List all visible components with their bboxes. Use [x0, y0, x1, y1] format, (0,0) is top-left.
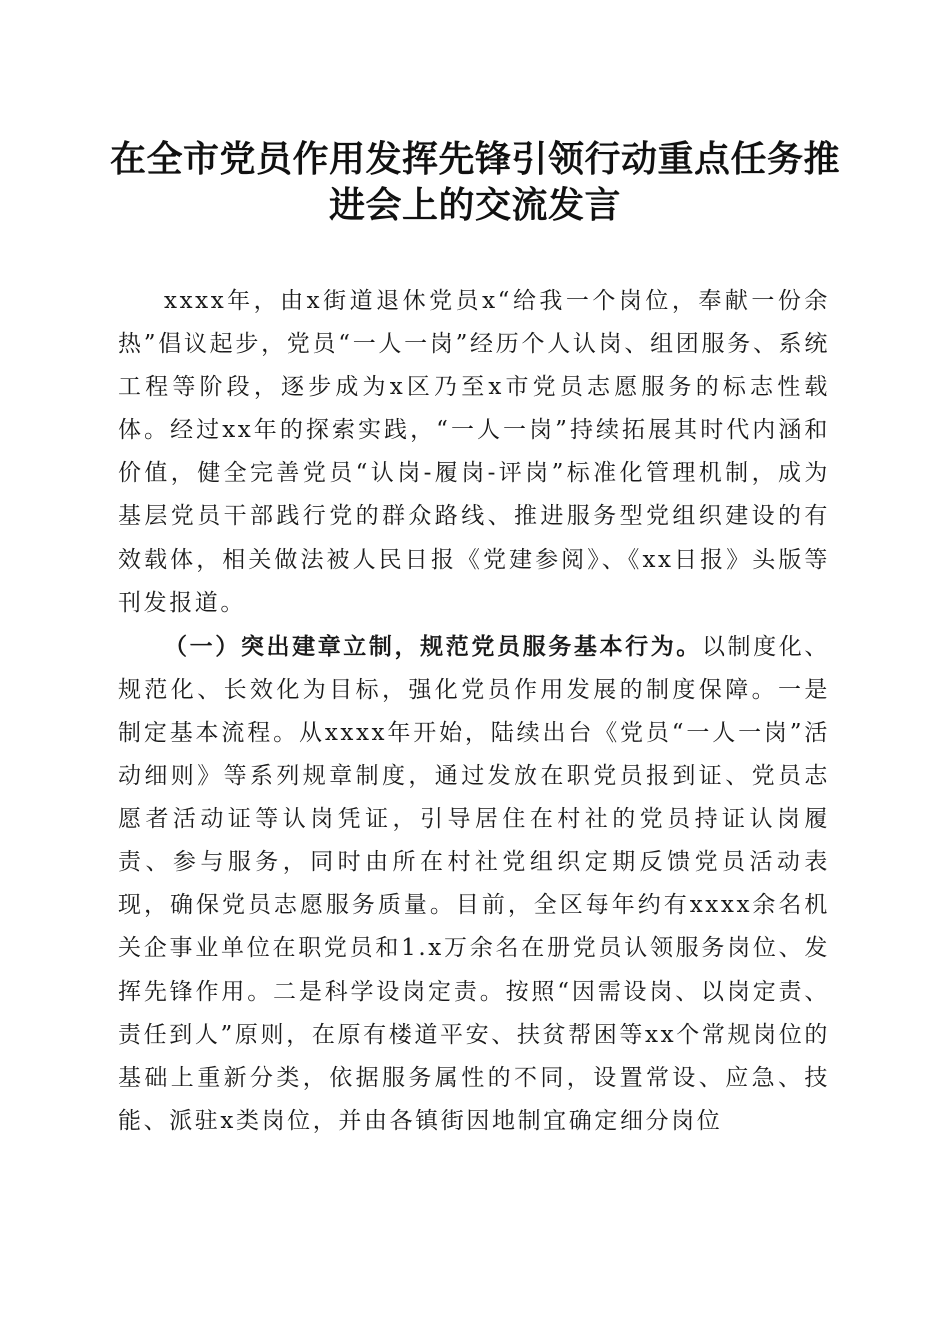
title-line-2: 进会上的交流发言 [328, 184, 621, 226]
paragraph-1-text: xxxx年，由x街道退休党员x“给我一个岗位，奉献一份余热”倡议起步，党员“一人一岗”经历个人认岗、组团服务、系统工程等阶段，逐步成为x区乃至x市党员志愿服务的标志性载体。经过xx年的探索实践，“一人一岗”持续拓展其时代内涵和价值，健全完善党员“认岗-履岗-评岗”标准化管理机制，成为基层党员干部践行党的群众路线、推进服务型党组织建设的有效载体，相关做法被人民日报《党建参阅》、《xx日报》头版等刊发报道。 [118, 288, 830, 616]
title-line-1: 在全市党员作用发挥先锋引领行动重点任务推 [109, 138, 840, 180]
paragraph-2-text: 以制度化、规范化、长效化为目标，强化党员作用发展的制度保障。一是制定基本流程。从xxxx年开始，陆续出台《党员“一人一岗”活动细则》等系列规章制度，通过发放在职党员报到证、党员志愿者活动证等认岗凭证，引导居住在村社的党员持证认岗履责、参与服务，同时由所在村社党组织定期反馈党员活动表现，确保党员志愿服务质量。目前，全区每年约有xxxx余名机关企事业单位在职党员和1.x万余名在册党员认领服务岗位、发挥先锋作用。二是科学设岗定责。按照“因需设岗、以岗定责、责任到人”原则，在原有楼道平安、扶贫帮困等xx个常规岗位的基础上重新分类，依据服务属性的不同，设置常设、应急、技能、派驻x类岗位，并由各镇街因地制宜确定细分岗位 [118, 633, 830, 1134]
document-title [100, 136, 850, 228]
paragraph-1 [118, 280, 830, 625]
section-heading: （一）突出建章立制，规范党员服务基本行为。 [164, 632, 702, 660]
document-body [118, 280, 830, 1143]
paragraph-2 [118, 625, 830, 1143]
